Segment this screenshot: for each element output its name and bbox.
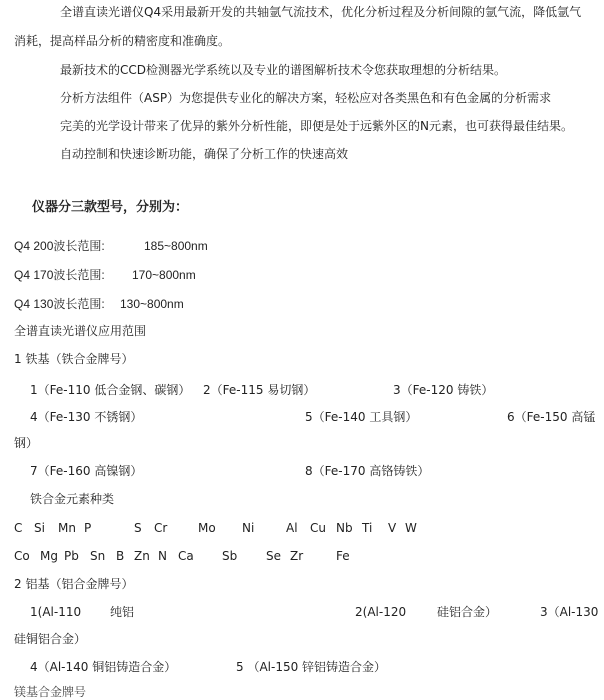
model-range: 170~800nm <box>132 268 196 282</box>
iron-elements-title: 铁合金元素种类 <box>30 492 115 506</box>
intro-paragraph-5: 自动控制和快速诊断功能，确保了分析工作的快速高效 <box>60 147 349 161</box>
iron-grade: 5（Fe-140 工具钢） <box>305 410 418 424</box>
iron-grade: 6（Fe-150 高锰 <box>507 410 596 424</box>
model-range: 185~800nm <box>144 239 208 253</box>
element-symbol: Zn <box>134 549 150 563</box>
iron-grade: 8（Fe-170 高铬铸铁） <box>305 464 430 478</box>
element-symbol: Cr <box>154 521 168 535</box>
element-symbol: Se <box>266 549 281 563</box>
element-symbol: Ti <box>362 521 373 535</box>
intro-paragraph-2: 最新技术的CCD检测器光学系统以及专业的谱图解析技术令您获取理想的分析结果。 <box>60 63 507 77</box>
element-symbol: Nb <box>336 521 353 535</box>
aluminum-grade: 3（Al-130 <box>540 605 599 619</box>
iron-grade: 1（Fe-110 低合金钢、碳钢） <box>30 383 191 397</box>
aluminum-section-title: 2 铝基（铝合金牌号） <box>14 577 134 591</box>
cut-off-line: 镁基合金牌号 <box>14 685 87 699</box>
model-name: Q4 170波长范围: <box>14 268 105 282</box>
element-symbol: Mo <box>198 521 216 535</box>
element-symbol: Sn <box>90 549 106 563</box>
aluminum-grade-wrap: 硅铜铝合金） <box>14 632 87 646</box>
intro-paragraph-1-line-1: 全谱直读光谱仪Q4采用最新开发的共轴氩气流技术，优化分析过程及分析间隙的氩气流，降低氩气 <box>60 5 582 19</box>
aluminum-grade: 2(Al-120 <box>355 605 407 619</box>
element-symbol: Cu <box>310 521 326 535</box>
iron-grade: 2（Fe-115 易切钢） <box>203 383 316 397</box>
aluminum-grade: 4（Al-140 铜铝铸造合金） <box>30 660 177 674</box>
element-symbol: Al <box>286 521 298 535</box>
element-symbol: C <box>14 521 23 535</box>
iron-grade: 4（Fe-130 不锈钢） <box>30 410 143 424</box>
aluminum-grade: 5 （Al-150 锌铝铸造合金） <box>236 660 387 674</box>
element-symbol: N <box>158 549 167 563</box>
element-symbol: B <box>116 549 125 563</box>
iron-grade: 7（Fe-160 高镍钢） <box>30 464 143 478</box>
models-heading: 仪器分三款型号，分别为： <box>32 200 189 215</box>
element-symbol: Fe <box>336 549 350 563</box>
intro-paragraph-3: 分析方法组件（ASP）为您提供专业化的解决方案，轻松应对各类黑色和有色金属的分析需求 <box>60 91 552 105</box>
element-symbol: Mg <box>40 549 58 563</box>
model-name: Q4 130波长范围: <box>14 297 105 311</box>
element-symbol: Ni <box>242 521 255 535</box>
aluminum-grade: 1(Al-110 <box>30 605 82 619</box>
application-title: 全谱直读光谱仪应用范围 <box>14 324 147 338</box>
iron-grade-wrap: 钢） <box>14 436 39 450</box>
iron-grade: 3（Fe-120 铸铁） <box>393 383 494 397</box>
cut-off-line-container <box>0 684 604 699</box>
element-symbol: Mn <box>58 521 76 535</box>
intro-paragraph-4: 完美的光学设计带来了优异的紫外分析性能，即便是处于远紫外区的N元素，也可获得最佳结果。 <box>60 119 573 133</box>
element-symbol: W <box>405 521 417 535</box>
element-symbol: Pb <box>64 549 79 563</box>
element-symbol: Co <box>14 549 30 563</box>
element-symbol: Ca <box>178 549 194 563</box>
element-symbol: V <box>388 521 397 535</box>
intro-paragraph-1-line-2: 消耗，提高样品分析的精密度和准确度。 <box>14 34 231 48</box>
aluminum-grade: 硅铝合金） <box>437 605 498 619</box>
model-name: Q4 200波长范围: <box>14 239 105 253</box>
iron-section-title: 1 铁基（铁合金牌号） <box>14 352 134 366</box>
element-symbol: Sb <box>222 549 238 563</box>
element-symbol: Si <box>34 521 45 535</box>
element-symbol: P <box>84 521 92 535</box>
model-range: 130~800nm <box>120 297 184 311</box>
element-symbol: S <box>134 521 142 535</box>
aluminum-grade: 纯铝 <box>110 605 135 619</box>
element-symbol: Zr <box>290 549 304 563</box>
